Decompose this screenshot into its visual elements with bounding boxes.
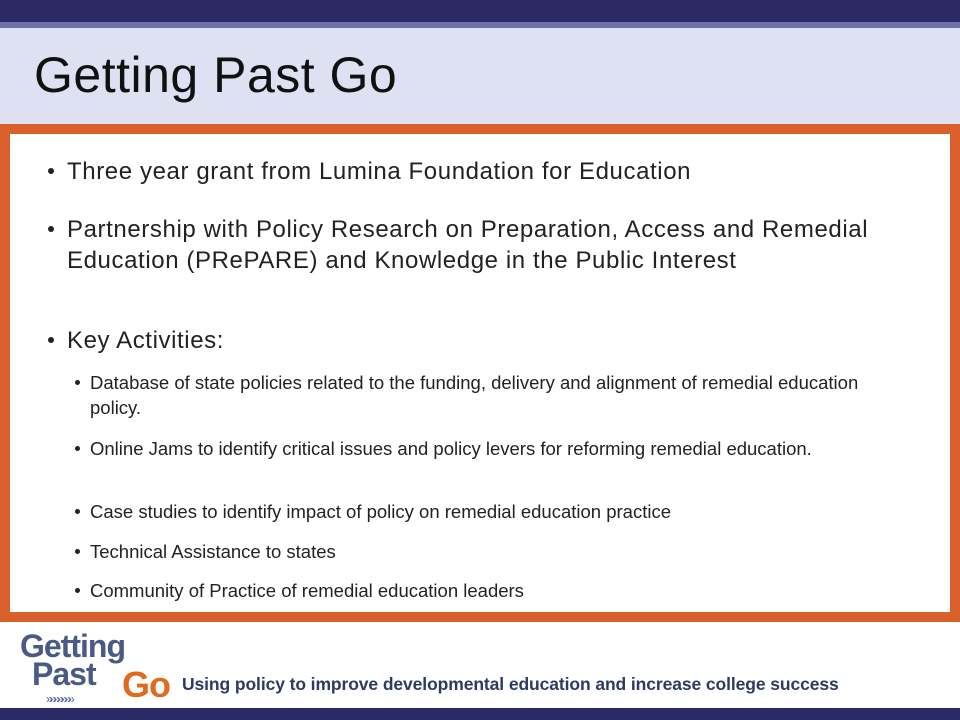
- sub-bullet-item: [90, 578, 910, 603]
- sub-bullet-text: Technical Assistance to states: [90, 541, 336, 562]
- bullet-dot-icon: [48, 337, 54, 343]
- bullet-text: Partnership with Policy Research on Preparation, Access and Remedial Education (PRePARE) and Knowledge in the Public Interest: [67, 216, 869, 274]
- bullet-dot-icon: [75, 446, 80, 451]
- footer-tagline: Using policy to improve developmental education and increase college success: [182, 674, 839, 694]
- sub-bullet-text: Case studies to identify impact of policy on remedial education practice: [90, 501, 671, 522]
- bottom-bar: [0, 708, 960, 720]
- bullet-dot-icon: [75, 509, 80, 514]
- bullet-item: [67, 325, 935, 356]
- sub-bullet-item: [90, 370, 910, 420]
- bullet-text: Three year grant from Lumina Foundation for Education: [67, 158, 692, 185]
- bullet-dot-icon: [75, 549, 80, 554]
- bullet-item: [67, 214, 935, 276]
- top-bar: [0, 0, 960, 22]
- sub-bullet-item: [90, 499, 910, 524]
- getting-past-go-logo: [20, 628, 180, 704]
- sub-bullet-text: Community of Practice of remedial education leaders: [90, 580, 524, 601]
- footer-band: [0, 622, 960, 708]
- sub-bullet-text: Online Jams to identify critical issues and policy levers for reforming remedial education.: [90, 438, 812, 459]
- bullet-dot-icon: [48, 168, 54, 174]
- logo-word-past: Past: [32, 656, 96, 692]
- content-frame: [0, 124, 960, 622]
- sub-bullet-item: [90, 436, 910, 461]
- sub-bullet-text: Database of state policies related to the funding, delivery and alignment of remedial education policy.: [90, 372, 859, 418]
- bullet-dot-icon: [75, 588, 80, 593]
- bullet-text: Key Activities:: [67, 327, 225, 354]
- logo-word-getting: Getting: [20, 628, 125, 664]
- logo-word-go: Go: [122, 664, 170, 705]
- slide-title: Getting Past Go: [34, 47, 398, 103]
- content-box: [10, 134, 950, 612]
- bullet-item: [67, 156, 935, 187]
- bullet-dot-icon: [75, 380, 80, 385]
- sub-bullet-item: [90, 539, 910, 564]
- logo-arrows-icon: »»»»»»»: [46, 692, 72, 706]
- bullet-dot-icon: [48, 226, 54, 232]
